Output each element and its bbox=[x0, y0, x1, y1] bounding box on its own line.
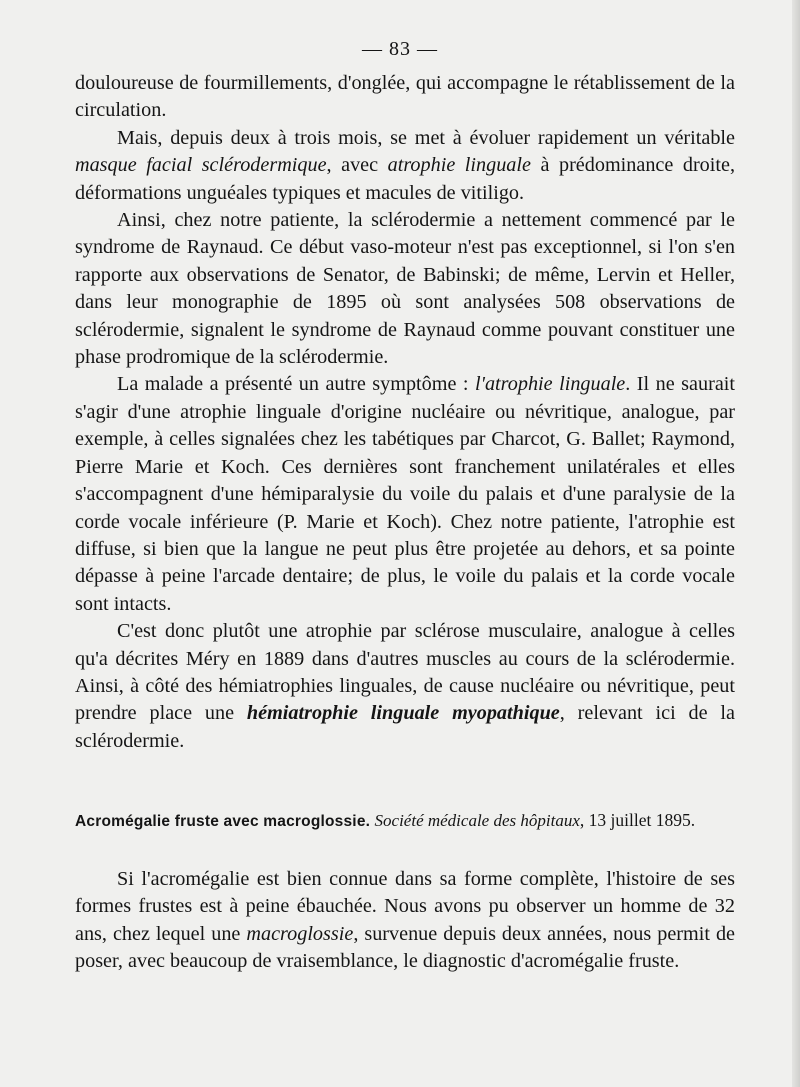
text-span: La malade a présenté un autre symptôme : bbox=[117, 373, 476, 396]
page-edge-shadow bbox=[792, 0, 800, 1087]
text-span: à prédominance droite, déformations unguéales typiques et macules de vitiligo. bbox=[75, 154, 735, 204]
paragraph bbox=[75, 618, 735, 755]
paragraph bbox=[75, 207, 735, 371]
text-span: . Il ne saurait s'agir d'une atrophie linguale d'origine nucléaire ou névritique, analogue, par exemple, à celles signalées chez les tabétiques par Charcot, G. Ballet; Raymond, Pierre Marie et Koch. Ces dernières sont franchement unilatérales et elles s'accompagnent d'une hémiparalysie du voile du palais et d'une paralysie de la corde vocale inférieure (P. Marie et Koch). Chez notre patiente, l'atrophie est diffuse, si bien que la langue ne peut plus être projetée au dehors, et sa pointe dépasse à peine l'arcade dentaire; de plus, le voile du palais et la corde vocale sont intacts. bbox=[75, 373, 735, 615]
paragraph bbox=[75, 125, 735, 207]
text-span: C'est donc plutôt une atrophie par sclérose musculaire, analogue à celles qu'a décrites Méry en 1889 dans d'autres muscles au cours de la sclérodermie. Ainsi, à côté des hémiatrophies linguales, de cause nucléaire ou névritique, peut prendre place une bbox=[75, 620, 735, 725]
bold-italic-span: hémiatrophie linguale myopathique bbox=[246, 702, 560, 725]
body-text bbox=[75, 70, 735, 755]
italic-span: l'atrophie linguale bbox=[475, 373, 626, 396]
section-title: Acromégalie fruste avec macroglossie. bbox=[75, 813, 371, 830]
text-span: , survenue depuis deux années, nous permit de poser, avec beaucoup de vraisemblance, le diagnostic d'acromégalie fruste. bbox=[75, 922, 736, 973]
paragraph bbox=[75, 70, 735, 125]
italic-span: masque facial sclérodermique bbox=[75, 154, 327, 177]
text-span: , relevant ici de la sclérodermie. bbox=[75, 702, 736, 752]
paragraph bbox=[75, 371, 735, 618]
text-span: , avec bbox=[326, 154, 388, 177]
body-text-2 bbox=[75, 866, 735, 976]
text-span: Ainsi, chez notre patiente, la sclérodermie a nettement commencé par le syndrome de Raynaud. Ce début vaso-moteur n'est pas exceptionnel, si l'on s'en rapporte aux observations de Senator, de Babinski; de même, Lervin et Heller, dans leur monographie de 1895 où sont analysées 508 observations de sclérodermie, signalent le syndrome de Raynaud comme pouvant constituer une phase prodromique de la sclérodermie. bbox=[75, 209, 735, 369]
italic-span: macroglossie bbox=[246, 922, 354, 945]
text-span: Mais, depuis deux à trois mois, se met à évoluer rapidement un véritable bbox=[117, 126, 735, 149]
italic-span: atrophie linguale bbox=[387, 154, 531, 177]
section-source: Société médicale des hôpitaux bbox=[374, 811, 580, 830]
section-heading bbox=[75, 808, 735, 834]
paragraph bbox=[75, 866, 735, 976]
page-number: — 83 — bbox=[362, 38, 438, 60]
text-span: Si l'acromégalie est bien connue dans sa forme complète, l'histoire de ses formes frustes est à peine ébauchée. Nous avons pu observer un homme de 32 ans, chez lequel une bbox=[75, 868, 735, 945]
text-span: douloureuse de fourmillements, d'onglée, qui accompagne le rétablissement de la circulation. bbox=[75, 72, 735, 122]
section-date: , 13 juillet 1895. bbox=[579, 810, 696, 830]
